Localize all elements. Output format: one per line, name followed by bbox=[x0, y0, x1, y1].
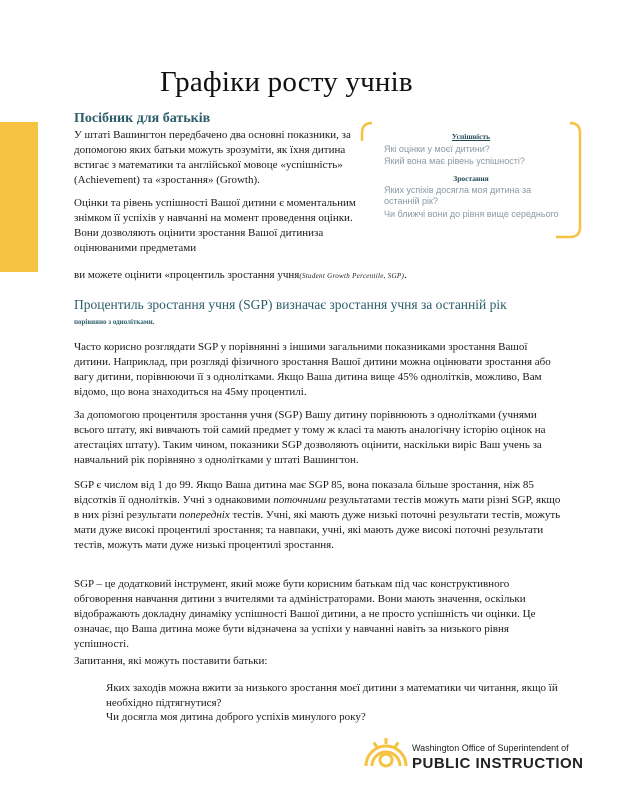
ospi-logo bbox=[364, 736, 590, 786]
intro-paragraph-3 bbox=[74, 268, 544, 284]
body-paragraph-1: Часто корисно розглядати SGP у порівнянні з іншими загальними показниками зростання Вашої дитини. Наприклад, при розгляді фізичного зростання Вашої дитини можна оцінювати зростання або вагу дитини, порівнюючи її з однолітками. Якщо Ваша дитина вище 45% однолітків, можливо, Вам відомо, що вона знаходиться на 45му процентилі. bbox=[74, 341, 551, 398]
body-paragraph-4: SGP – це додатковий інструмент, який може бути корисним батькам під час конструктивного обговорення навчання дитини з вчителями та адміністраторами. Вони мають значення, оскільки відображають докладну динаміку успішності Вашої дитини, а не просто успішність чи оцінки. Це означає, що Ваша дитина може бути відзначена за успіхи у навчанні навіть за низького рівня успішності. bbox=[74, 578, 536, 650]
intro-paragraph-3-small: (Student Growth Percentile, SGP) bbox=[299, 272, 405, 280]
sidebar-item: Які оцінки у моєї дитини? bbox=[384, 144, 490, 154]
yellow-accent-bar bbox=[0, 122, 38, 272]
intro-paragraph-3-end: . bbox=[404, 269, 407, 281]
logo-text-line-1: Washington Office of Superintendent of bbox=[412, 743, 569, 753]
sidebar-item: Яких успіхів досягла моя дитина за останній рік? bbox=[384, 185, 532, 206]
ospi-sun-icon bbox=[364, 736, 408, 780]
logo-text-line-2: PUBLIC INSTRUCTION bbox=[412, 755, 584, 772]
question-item: Яких заходів можна вжити за низького зростання моєї дитини з математики чи читання, якщо їй необхідно підтягнутися? bbox=[106, 682, 558, 709]
sidebar-item: Чи ближчі вони до рівня вище середнього bbox=[384, 209, 559, 219]
section-subheading: порівняно з однолітками. bbox=[74, 318, 155, 326]
questions-intro: Запитання, які можуть поставити батьки: bbox=[74, 655, 268, 667]
body-paragraph-3: SGP є числом від 1 до 99. Якщо Ваша дитина має SGP 85, вона показала більше зростання, ніж 85 відсотків її однолітків. Учні з однаковими поточними результатами тестів можуть мати різні SGP, якщо в них різні результати попередніх тестів. Учні, які мають дуже низькі поточні результати тестів, можуть мати дуже високі процентилі зростання; та навпаки, учні, які мають дуже високі поточні результати тестів, можуть мати дуже низькі процентилі зростання. bbox=[74, 479, 561, 551]
sidebar-heading-achievement: Успішність bbox=[451, 132, 491, 141]
section-heading: Процентиль зростання учня (SGP) визначає зростання учня за останній рік bbox=[74, 297, 507, 312]
page-subtitle: Посібник для батьків bbox=[74, 111, 211, 126]
sidebar-box bbox=[358, 119, 584, 239]
sidebar-heading-growth: Зростання bbox=[453, 174, 489, 183]
sidebar-item: Який вона має рівень успішності? bbox=[384, 156, 525, 166]
intro-paragraph-3-main: ви можете оцінити «процентиль зростання учня bbox=[74, 269, 300, 281]
intro-paragraph-1: У штаті Вашингтон передбачено два основні показники, за допомогою яких батьки можуть зрозуміти, як їхня дитина встигає з математики та англійської мовоце «успішність» (Achievement) та «зростання» (Growth). bbox=[74, 129, 351, 186]
intro-paragraph-2: Оцінки та рівень успішності Вашої дитини є моментальним знімком її успіхів у навчанні на момент проведення оцінки. Вони дозволяють оцінити зростання Вашої дитиниза оцінюваними предметами bbox=[74, 197, 356, 254]
question-item: Чи досягла моя дитина доброго успіхів минулого року? bbox=[106, 711, 366, 723]
body-paragraph-2: За допомогою процентиля зростання учня (SGP) Вашу дитину порівнюють з однолітками (учнями всього штату, які вивчають той самий предмет у тому ж класі та мають аналогічну історію оцінок на атестаціях штату). Таким чином, показники SGP дозволяють оцінити, наскільки виріс Ваш учень за навчальний рік порівняно з однолітками у штаті Вашингтон. bbox=[74, 409, 546, 466]
page-title: Графіки росту учнів bbox=[160, 66, 413, 98]
